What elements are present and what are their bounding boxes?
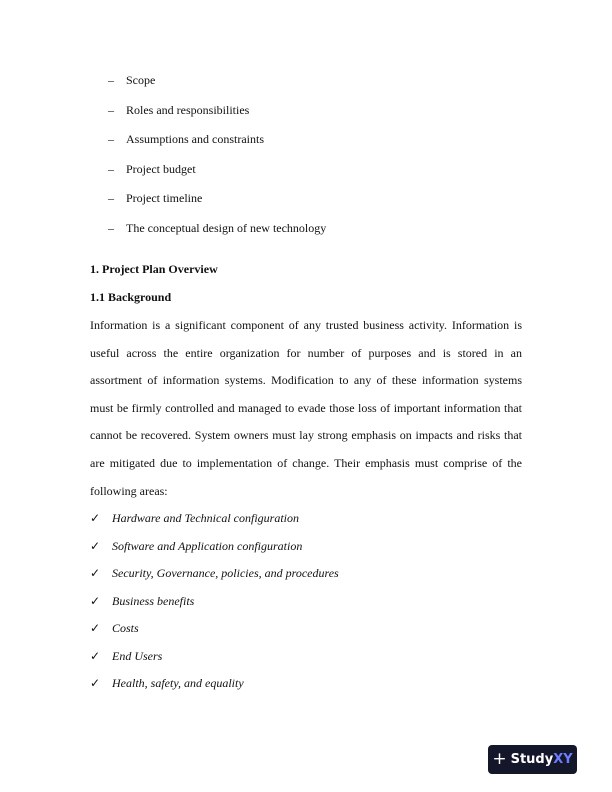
list-item-text: Hardware and Technical configuration (112, 511, 299, 525)
subsection-heading: 1.1 Background (90, 290, 172, 304)
paragraph-line: Information is a significant component of any trusted business activity. Information is (90, 318, 522, 332)
dash-bullet: – (108, 220, 114, 235)
background-paragraph (90, 315, 522, 508)
dash-bullet: – (108, 191, 114, 205)
paragraph-line: useful across the entire organization for number of purposes and is stored in an (90, 345, 522, 360)
list-item-text: Project timeline (126, 191, 203, 205)
list-item-text: End Users (112, 648, 163, 663)
paragraph-line: must be firmly controlled and managed to evade those loss of important information that (90, 400, 522, 415)
checkmark-icon: ✓ (90, 621, 101, 635)
section-heading: 1. Project Plan Overview (90, 262, 218, 276)
list-item-text: Project budget (126, 161, 196, 176)
paragraph-line: following areas: (90, 483, 168, 498)
paragraph-line: assortment of information systems. Modification to any of these information systems (90, 373, 522, 388)
list-item-text: Costs (112, 621, 139, 635)
checkmark-icon: ✓ (90, 593, 101, 608)
list-item-text: Security, Governance, policies, and procedures (112, 566, 339, 580)
dash-bullet: – (108, 102, 114, 117)
logo-text: Study (510, 752, 554, 767)
list-item-text: The conceptual design of new technology (126, 220, 327, 235)
dash-bullet: – (108, 73, 114, 87)
studyxy-logo[interactable] (488, 745, 577, 774)
list-item-text: Scope (126, 73, 156, 87)
paragraph-line: are mitigated due to implementation of change. Their emphasis must comprise of the (90, 455, 522, 470)
logo-text-accent: XY (553, 752, 573, 767)
list-item-text: Software and Application configuration (112, 538, 303, 553)
list-item-text: Roles and responsibilities (126, 102, 250, 117)
plus-icon: + (492, 749, 507, 769)
list-item-text: Health, safety, and equality (112, 676, 244, 690)
dash-bullet: – (108, 132, 114, 146)
list-item-text: Business benefits (112, 593, 195, 608)
list-item-text: Assumptions and constraints (126, 132, 264, 146)
checkmark-icon: ✓ (90, 511, 101, 525)
paragraph-line: cannot be recovered. System owners must lay strong emphasis on impacts and risks that (90, 428, 522, 443)
checkmark-icon: ✓ (90, 676, 101, 690)
checkmark-icon: ✓ (90, 538, 101, 553)
checkmark-icon: ✓ (90, 648, 101, 663)
dash-bullet: – (108, 161, 114, 176)
checkmark-icon: ✓ (90, 566, 101, 580)
